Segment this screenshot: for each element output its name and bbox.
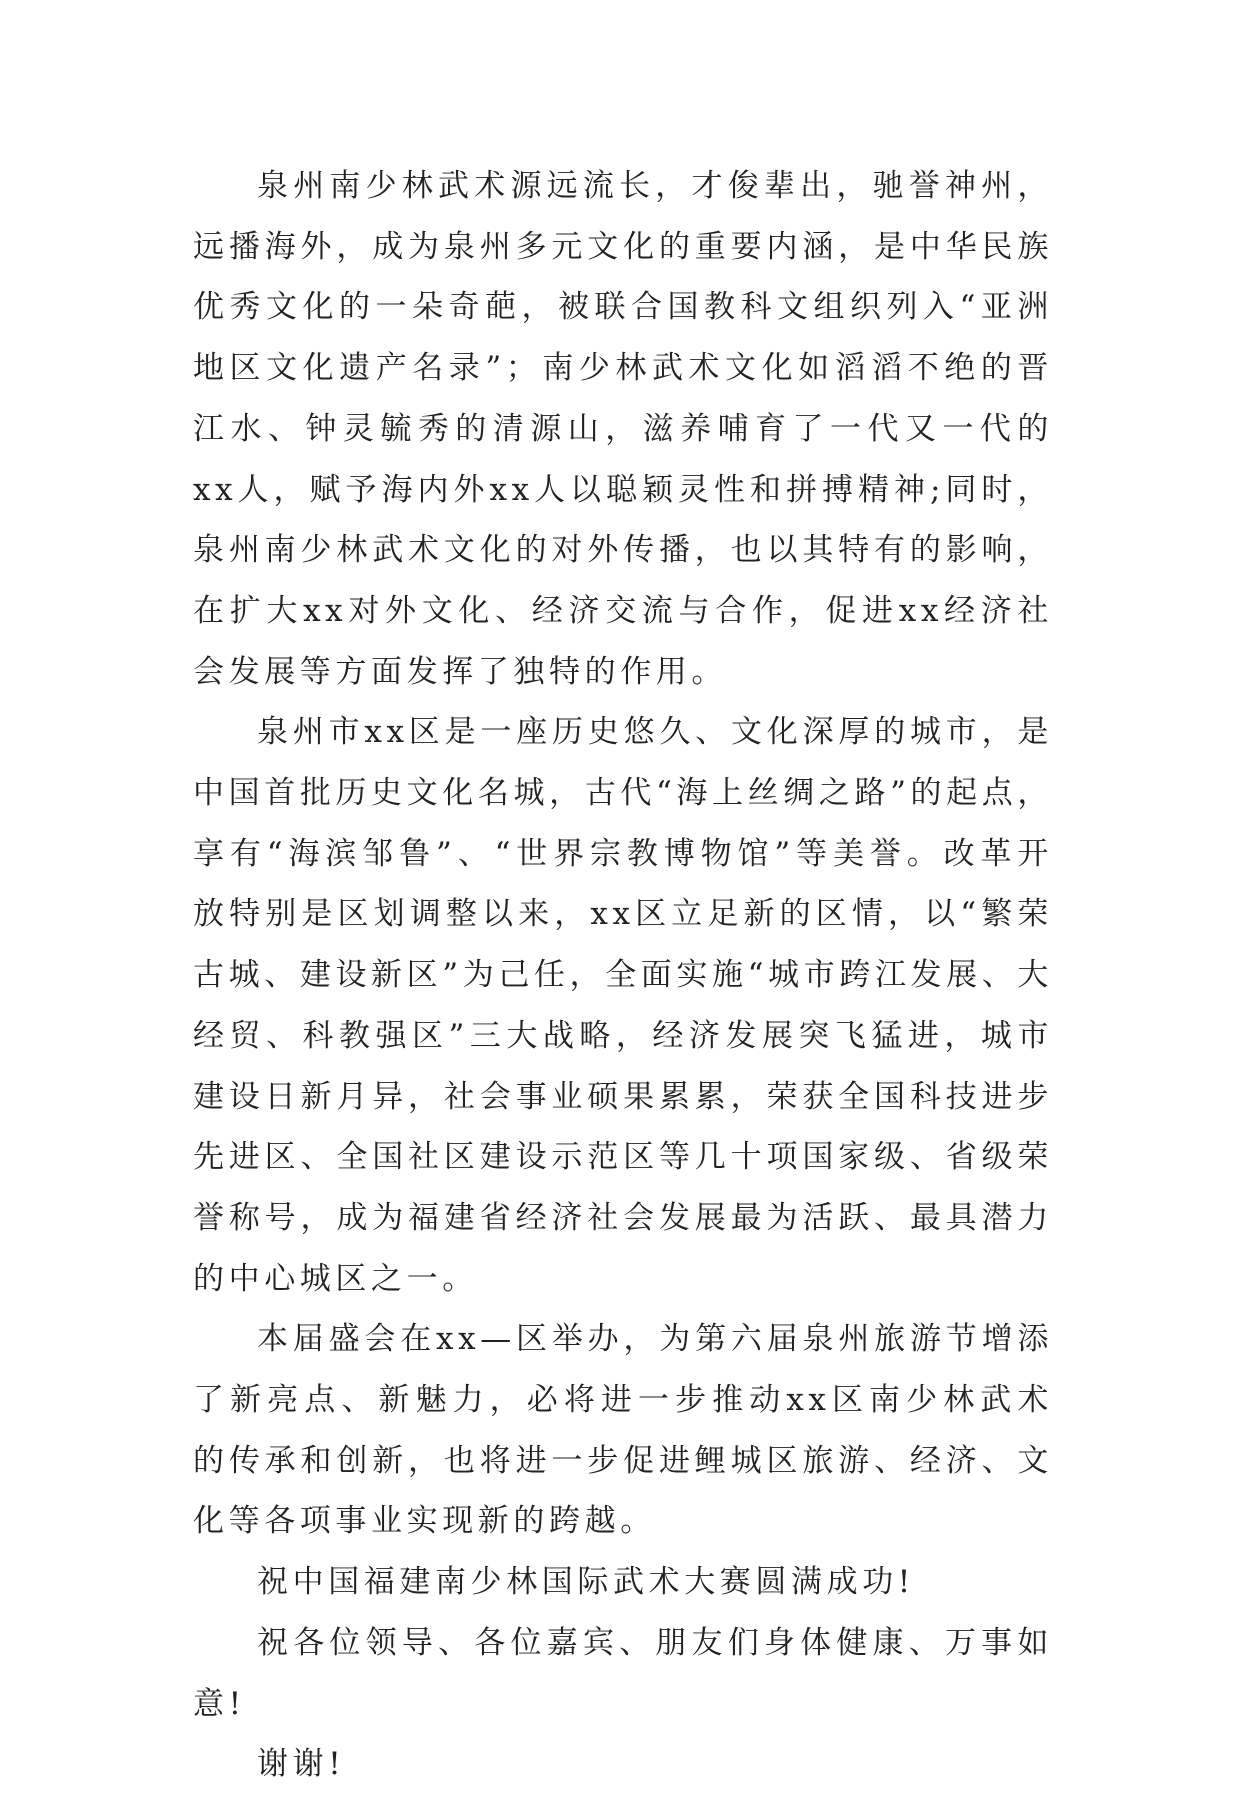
paragraph-wish-competition: 祝中国福建南少林国际武术大赛圆满成功!: [257, 1564, 915, 1601]
paragraph-district: 泉州市xx区是一座历史悠久、文化深厚的城市，是中国首批历史文化名城，古代“海上丝绸之路”的起点，享有“海滨邹鲁”、“世界宗教博物馆”等美誉。改革开放特别是区划调整以来，xx区立足新的区情，以“繁荣古城、建设新区”为己任，全面实施“城市跨江发展、大经贸、科教强区”三大战略，经济发展突飞猛进，城市建设日新月异，社会事业硕果累累，荣获全国科技进步先进区、全国社区建设示范区等几十项国家级、省级荣誉称号，成为福建省经济社会发展最为活跃、最具潜力的中心城区之一。: [193, 714, 1053, 1297]
paragraph-event: 本届盛会在xx—区举办，为第六届泉州旅游节增添了新亮点、新魅力，必将进一步推动xx区南少林武术的传承和创新，也将进一步促进鲤城区旅游、经济、文化等各项事业实现新的跨越。: [193, 1321, 1053, 1540]
paragraph-wish-guests: 祝各位领导、各位嘉宾、朋友们身体健康、万事如意!: [193, 1624, 1053, 1722]
paragraph-thanks: 谢谢!: [257, 1746, 346, 1783]
document-body: [193, 156, 1053, 1795]
paragraph-heritage: 泉州南少林武术源远流长，才俊辈出，驰誉神州，远播海外，成为泉州多元文化的重要内涵，是中华民族优秀文化的一朵奇葩，被联合国教科文组织列入“亚洲地区文化遗产名录”；南少林武术文化如滔滔不绝的晋江水、钟灵毓秀的清源山，滋养哺育了一代又一代的xx人，赋予海内外xx人以聪颖灵性和拼搏精神;同时，泉州南少林武术文化的对外传播，也以其特有的影响，在扩大xx对外文化、经济交流与合作，促进xx经济社会发展等方面发挥了独特的作用。: [193, 168, 1053, 690]
